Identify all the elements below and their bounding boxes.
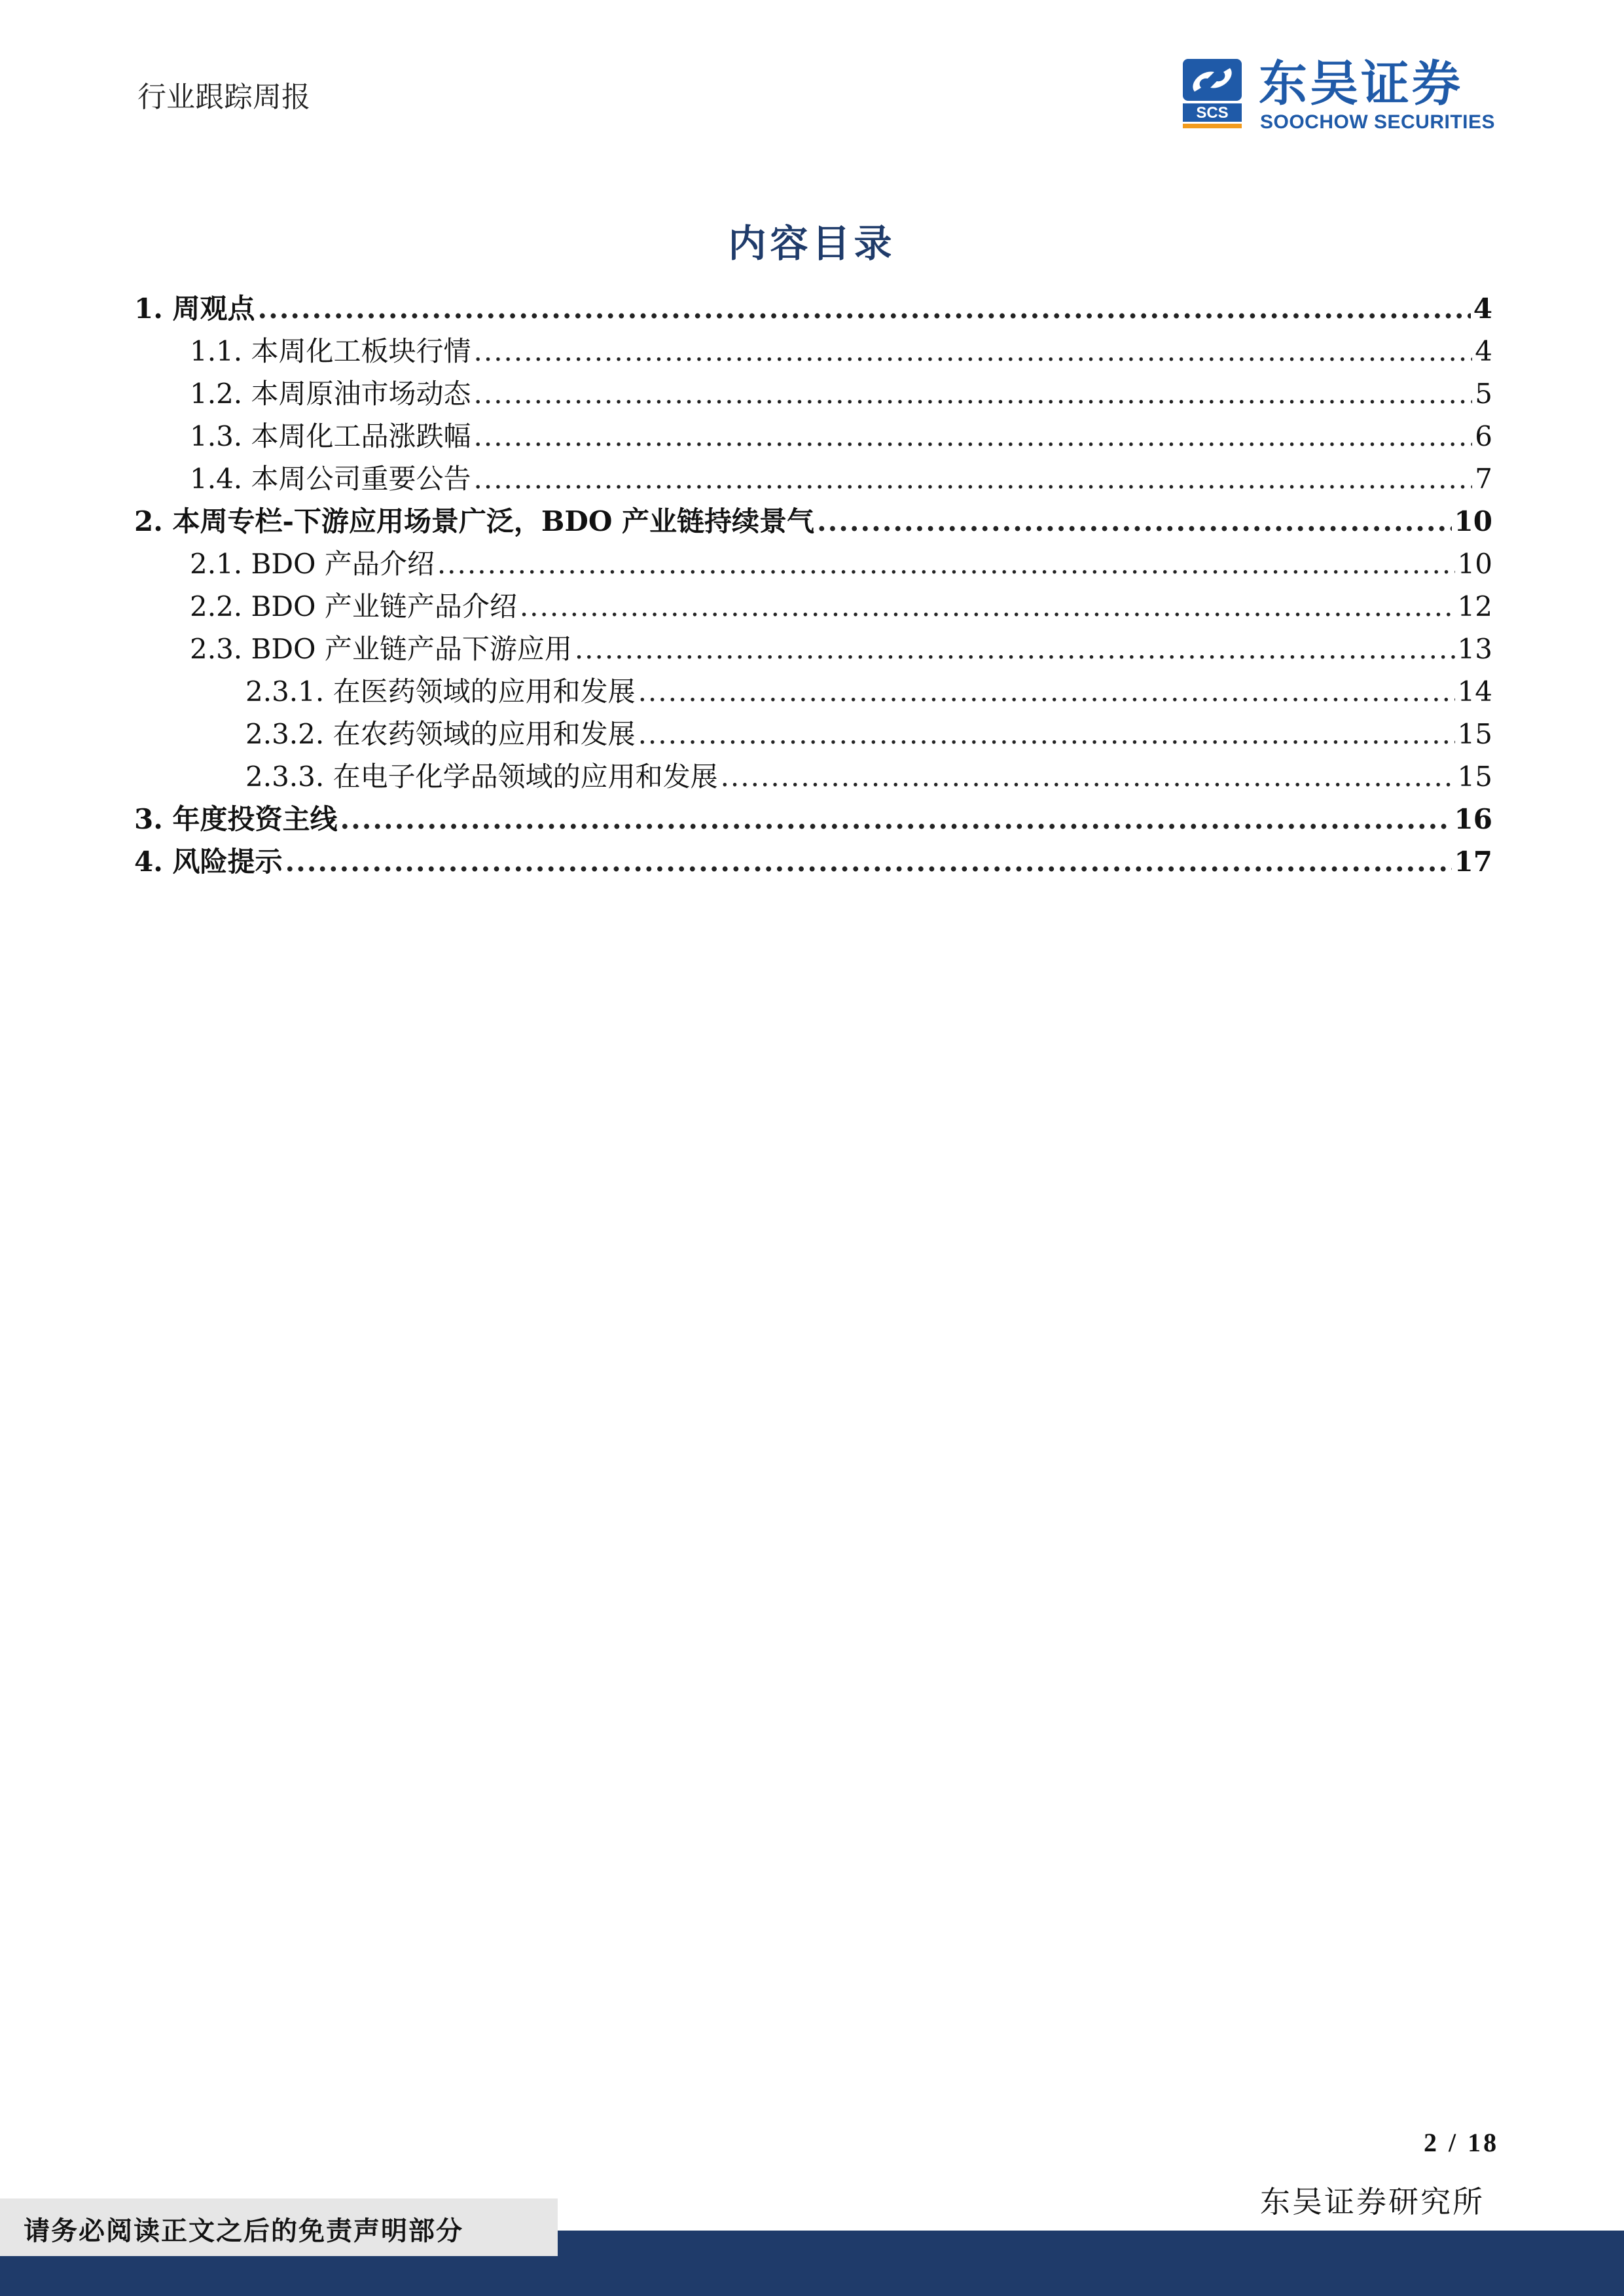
toc-entry-label: 1.2. 本周原油市场动态 <box>190 378 471 410</box>
toc-entry[interactable] <box>190 331 1492 372</box>
toc-leader-dots <box>638 671 1455 713</box>
toc-title: 内容目录 <box>728 221 896 266</box>
toc-entry[interactable] <box>245 671 1492 713</box>
footer-disclaimer-box <box>0 2196 558 2256</box>
toc-entry-page: 15 <box>1457 761 1492 793</box>
toc-leader-dots <box>638 713 1455 755</box>
toc-leader-dots <box>520 586 1455 628</box>
toc-entry[interactable] <box>245 713 1492 755</box>
toc-entry-label: 2.3.2. 在农药领域的应用和发展 <box>245 718 636 750</box>
toc-entry-page: 15 <box>1457 718 1492 750</box>
toc-entry[interactable] <box>190 458 1492 500</box>
toc-entry-page: 17 <box>1454 846 1492 878</box>
page-indicator: 2 / 18 <box>1424 2128 1500 2157</box>
toc-entry-label: 2.3.1. 在医药领域的应用和发展 <box>245 675 636 708</box>
toc-entry-page: 4 <box>1475 335 1492 367</box>
toc-leader-dots <box>575 628 1455 670</box>
toc-entry-page: 16 <box>1454 803 1492 835</box>
toc-entry-label: 2.1. BDO 产品介绍 <box>190 548 435 580</box>
company-logo <box>1182 58 1502 136</box>
toc-entry[interactable] <box>190 628 1492 670</box>
disclaimer-text: 请务必阅读正文之后的免责声明部分 <box>24 2215 463 2246</box>
toc-entry-label: 2.2. BDO 产业链产品介绍 <box>190 590 517 622</box>
toc-entry-page: 10 <box>1454 505 1492 537</box>
toc-entry-label: 3. 年度投资主线 <box>134 803 338 835</box>
toc-entry-label: 1.1. 本周化工板块行情 <box>190 335 471 367</box>
logo-name-en: SOOCHOW SECURITIES <box>1260 111 1496 133</box>
toc-entry[interactable] <box>190 416 1492 457</box>
toc-entry-label: 2.3. BDO 产业链产品下游应用 <box>190 633 572 665</box>
toc-leader-dots <box>474 458 1473 500</box>
toc-entry[interactable] <box>134 798 1492 840</box>
toc-entry[interactable] <box>245 756 1492 798</box>
toc-entry[interactable] <box>190 586 1492 628</box>
toc-entry-page: 13 <box>1457 633 1492 665</box>
toc-leader-dots <box>721 756 1455 798</box>
toc-leader-dots <box>474 416 1473 457</box>
toc-leader-dots <box>474 331 1473 372</box>
toc-entry-label: 1.3. 本周化工品涨跌幅 <box>190 420 471 452</box>
toc-entry-page: 10 <box>1457 548 1492 580</box>
toc-entry-page: 6 <box>1475 420 1492 452</box>
toc-entry-label: 1. 周观点 <box>134 293 255 325</box>
toc-entry-label: 2. 本周专栏-下游应用场景广泛，BDO 产业链持续景气 <box>134 505 815 537</box>
toc-leader-dots <box>340 798 1451 840</box>
toc-leader-dots <box>817 501 1452 543</box>
toc-entry-label: 1.4. 本周公司重要公告 <box>190 463 471 495</box>
toc-entry-page: 4 <box>1473 293 1492 325</box>
toc-entry[interactable] <box>134 501 1492 543</box>
toc-leader-dots <box>257 288 1470 330</box>
toc-leader-dots <box>437 543 1455 585</box>
toc-leader-dots <box>285 841 1451 883</box>
footer-institute-name: 东吴证券研究所 <box>1260 2184 1485 2219</box>
logo-mark-text: SCS <box>1196 104 1229 122</box>
toc-entry-page: 5 <box>1475 378 1492 410</box>
toc-entry[interactable] <box>134 288 1492 330</box>
scs-logo-icon <box>1182 58 1247 130</box>
report-type-label: 行业跟踪周报 <box>137 81 310 114</box>
toc-entry-label: 2.3.3. 在电子化学品领域的应用和发展 <box>245 761 718 793</box>
toc-entry-page: 12 <box>1457 590 1492 622</box>
toc-entry[interactable] <box>190 373 1492 415</box>
toc-entry-page: 7 <box>1475 463 1492 495</box>
toc-leader-dots <box>474 373 1473 415</box>
toc-entry-page: 14 <box>1457 675 1492 708</box>
toc-entry-label: 4. 风险提示 <box>134 846 283 878</box>
toc-entry[interactable] <box>134 841 1492 883</box>
logo-name-cn: 东吴证券 <box>1259 56 1463 112</box>
toc-entry[interactable] <box>190 543 1492 585</box>
